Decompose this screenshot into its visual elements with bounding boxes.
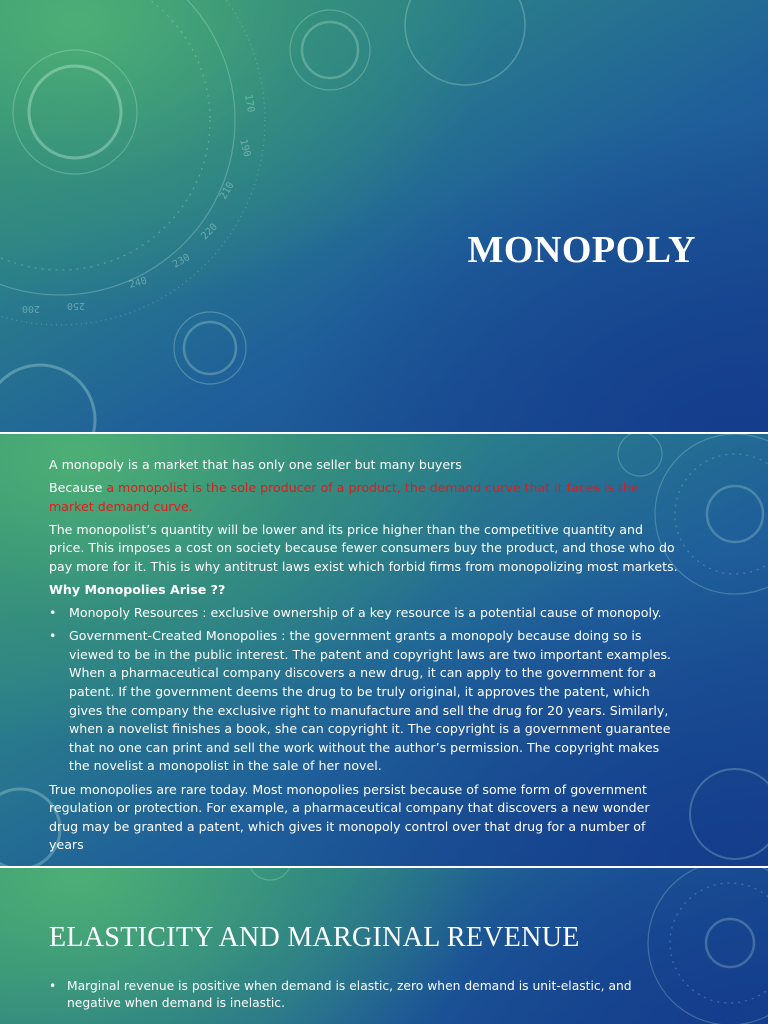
because-prefix: Because <box>49 480 107 496</box>
quantity-paragraph: The monopolist’s quantity will be lower and its price higher than the competitive quantity and price. This imposes a cost on society because fewer consumers buy the product, and those who do pay more for it. This is why antitrust laws exist which forbid firms from monopolizing most markets. <box>49 521 678 574</box>
bullet-item <box>49 978 669 1012</box>
slide-title: ELASTICITY AND MARGINAL REVENUE <box>49 922 580 953</box>
dial-number: 210 <box>218 180 237 202</box>
bullet-text: Government-Created Monopolies : the government grants a monopoly because doing so is viewed to be in the public interest. The patent and copyright laws are two important examples. When a pharmaceutical company discovers a new drug, it can apply to the government for a patent. If the government deems the drug to be truly original, it approves the patent, which gives the company the exclusive right to manufacture and sell the drug for 20 years. Similarly, when a novelist finishes a book, she can copyright it. The copyright is a government guarantee that no one can print and sell the work without the author’s permission. The copyright makes the novelist a monopolist in the sale of her novel. <box>69 628 672 774</box>
dial-number: 220 <box>199 221 220 243</box>
dial-number: 170 <box>242 93 257 114</box>
highlighted-demand-text: a monopolist is the sole producer of a product, the demand curve that it faces is the market demand curve. <box>49 480 639 514</box>
closing-paragraph: True monopolies are rare today. Most monopolies persist because of some form of government regulation or protection. For example, a pharmaceutical company that discovers a new wonder drug may be granted a patent, which gives it monopoly control over that drug for a number of years <box>49 781 650 853</box>
bullet-item <box>49 627 679 776</box>
bullet-item <box>49 604 679 623</box>
content-slide-definition <box>0 434 768 866</box>
bullet-text: Marginal revenue is positive when demand is elastic, zero when demand is unit-elastic, and negative when demand is inelastic. <box>67 979 632 1010</box>
dial-number: 240 <box>127 275 149 291</box>
content-slide-elasticity <box>0 868 768 1024</box>
bullet-marker: • <box>49 605 57 621</box>
bullet-marker: • <box>49 628 57 644</box>
tech-circles-decoration <box>0 0 768 432</box>
section-heading: Why Monopolies Arise ?? <box>49 582 226 598</box>
slide-title: MONOPOLY <box>467 229 696 271</box>
dial-number: 250 <box>66 300 85 311</box>
bullet-marker: • <box>49 979 57 993</box>
monopoly-definition: A monopoly is a market that has only one seller but many buyers <box>49 457 462 472</box>
demand-curve-sentence <box>49 479 679 516</box>
bullet-text: Monopoly Resources : exclusive ownership of a key resource is a potential cause of monopoly. <box>69 605 662 621</box>
dial-number: 190 <box>237 137 253 159</box>
dial-number: 230 <box>171 252 193 271</box>
title-slide <box>0 0 768 432</box>
dial-number: 200 <box>21 303 40 314</box>
